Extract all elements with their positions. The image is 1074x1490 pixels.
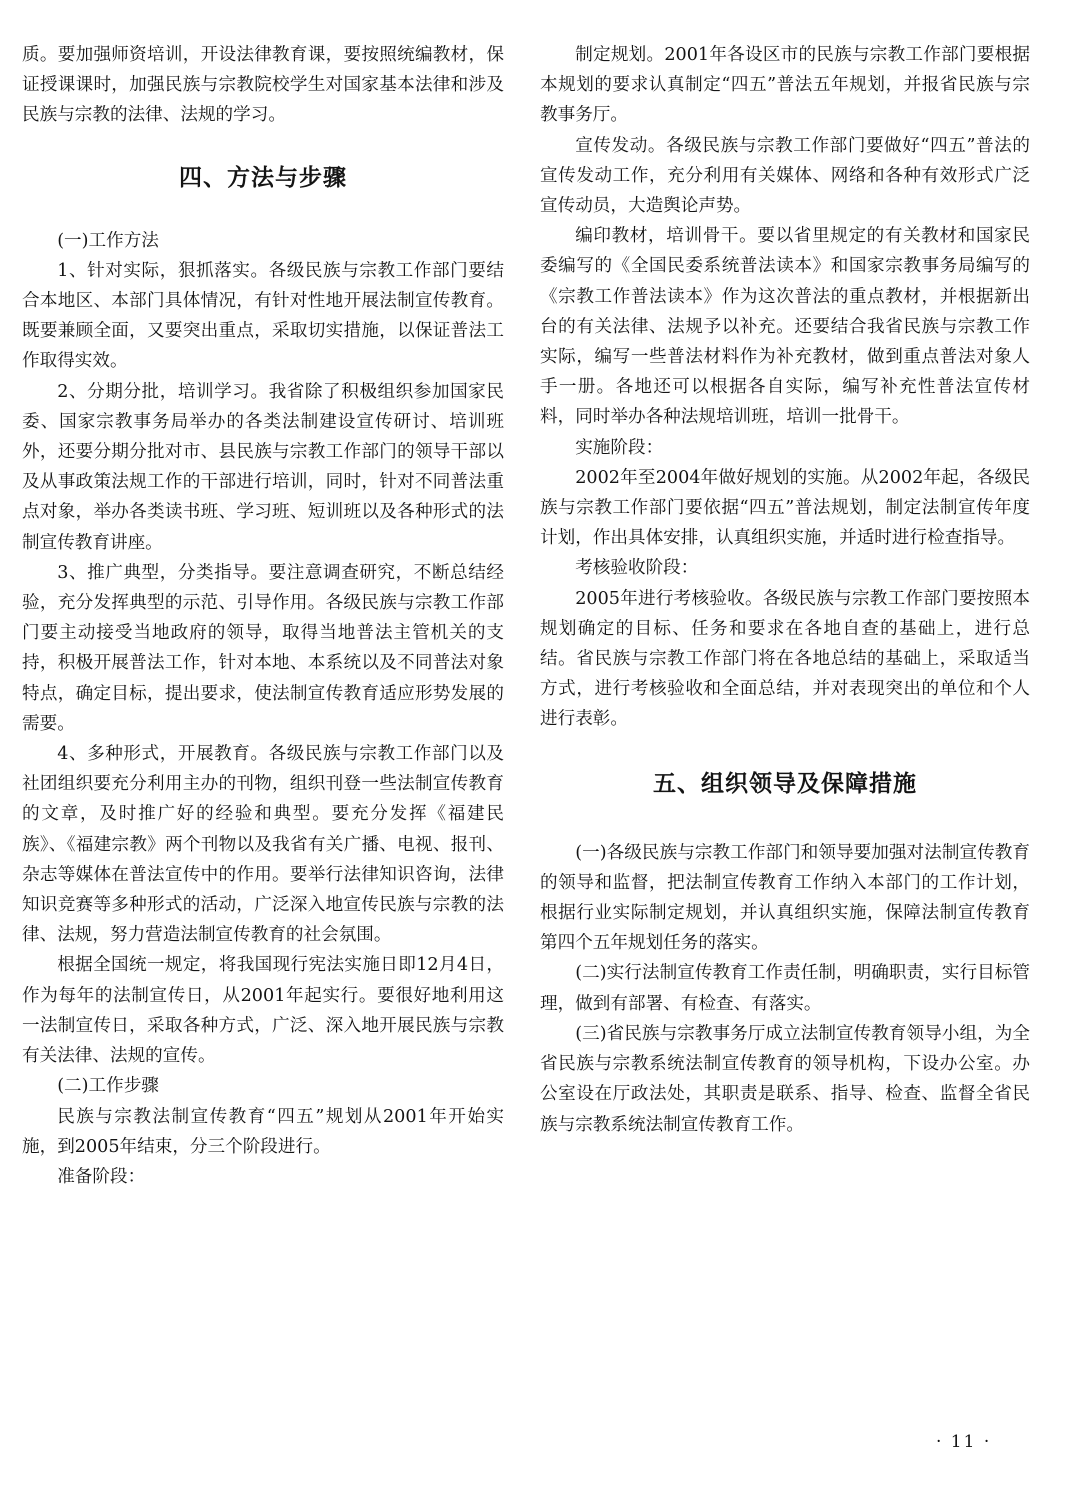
label-assessment-stage: 考核验收阶段： (575, 558, 699, 579)
right-column (540, 40, 1030, 1140)
paragraph-method-4: 4、多种形式，开展教育。各级民族与宗教工作部门以及社团组织要充分利用主办的刊物，组织刊登一些法制宣传教育的文章，及时推广好的经验和典型。要充分发挥《福建民族》、《福建宗教》两个刊物以及我省有关广播、电视、报刊、杂志等媒体在普法宣传中的作用。要举行法律知识咨询，法律知识竞赛等多种形式的活动，广泛深入地宣传民族与宗教的法律、法规，努力营造法制宣传教育的社会氛围。 (22, 744, 504, 946)
page-number: · 11 · (936, 1432, 992, 1452)
paragraph-method-3: 3、推广典型，分类指导。要注意调查研究，不断总结经验，充分发挥典型的示范、引导作用。各级民族与宗教工作部门要主动接受当地政府的领导，取得当地普法主管机关的支持，积极开展普法工作，针对本地、本系统以及不同普法对象特点，确定目标，提出要求，使法制宣传教育适应形势发展的需要。 (22, 562, 504, 734)
subheading-work-methods: (一)工作方法 (57, 230, 159, 251)
paragraph-org-1: (一)各级民族与宗教工作部门和领导要加强对法制宣传教育的领导和监督，把法制宣传教育工作纳入本部门的工作计划，根据行业实际制定规划，并认真组织实施，保障法制宣传教育第四个五年规划任务的落实。 (540, 842, 1030, 954)
paragraph-assessment: 2005年进行考核验收。各级民族与宗教工作部门要按照本规划确定的目标、任务和要求在各地自查的基础上，进行总结。省民族与宗教工作部门将在各地总结的基础上，采取适当方式，进行考核验收和全面总结，并对表现突出的单位和个人进行表彰。 (540, 588, 1030, 730)
subheading-work-steps: (二)工作步骤 (57, 1076, 159, 1097)
section-heading-organization: 五、组织领导及保障措施 (653, 769, 917, 797)
paragraph-publicity: 宣传发动。各级民族与宗教工作部门要做好“四五”普法的宣传发动工作，充分利用有关媒体、网络和各种有效形式广泛宣传动员，大造舆论声势。 (540, 135, 1030, 217)
section-heading-methods-steps: 四、方法与步骤 (179, 163, 347, 191)
paragraph-method-1: 1、针对实际，狠抓落实。各级民族与宗教工作部门要结合本地区、本部门具体情况，有针对性地开展法制宣传教育。既要兼顾全面，又要突出重点，采取切实措施，以保证普法工作取得实效。 (22, 260, 504, 372)
paragraph-org-3: (三)省民族与宗教事务厅成立法制宣传教育领导小组，为全省民族与宗教系统法制宣传教育的领导机构，下设办公室。办公室设在厅政法处，其职责是联系、指导、检查、监督全省民族与宗教系统法制宣传教育工作。 (540, 1023, 1030, 1135)
left-column (22, 40, 504, 1192)
paragraph-steps-overview: 民族与宗教法制宣传教育“四五”规划从2001年开始实施，到2005年结束，分三个阶段进行。 (22, 1106, 504, 1157)
paragraph-org-2: (二)实行法制宣传教育工作责任制，明确职责，实行目标管理，做到有部署、有检查、有落实。 (540, 963, 1030, 1014)
paragraph-legal-day: 根据全国统一规定，将我国现行宪法实施日即12月4日，作为每年的法制宣传日，从2001年起实行。要很好地利用这一法制宣传日，采取各种方式，广泛、深入地开展民族与宗教有关法律、法规的宣传。 (22, 955, 504, 1067)
paragraph-implementation: 2002年至2004年做好规划的实施。从2002年起，各级民族与宗教工作部门要依据“四五”普法规划，制定法制宣传年度计划，作出具体安排，认真组织实施，并适时进行检查指导。 (540, 467, 1030, 549)
paragraph-make-plan: 制定规划。2001年各设区市的民族与宗教工作部门要根据本规划的要求认真制定“四五”普法五年规划，并报省民族与宗教事务厅。 (540, 45, 1030, 126)
label-preparation-stage: 准备阶段： (57, 1166, 146, 1187)
paragraph-intro: 质。要加强师资培训，开设法律教育课，要按照统编教材，保证授课课时，加强民族与宗教院校学生对国家基本法律和涉及民族与宗教的法律、法规的学习。 (22, 45, 504, 126)
paragraph-textbooks-training: 编印教材，培训骨干。要以省里规定的有关教材和国家民委编写的《全国民委系统普法读本》和国家宗教事务局编写的《宗教工作普法读本》作为这次普法的重点教材，并根据新出台的有关法律、法规予以补充。还要结合我省民族与宗教工作实际，编写一些普法材料作为补充教材，做到重点普法对象人手一册。各地还可以根据各自实际，编写补充性普法宣传材料，同时举办各种法规培训班，培训一批骨干。 (540, 226, 1030, 428)
paragraph-method-2: 2、分期分批，培训学习。我省除了积极组织参加国家民委、国家宗教事务局举办的各类法制建设宣传研讨、培训班外，还要分期分批对市、县民族与宗教工作部门的领导干部以及从事政策法规工作的干部进行培训，同时，针对不同普法重点对象，举办各类读书班、学习班、短训班以及各种形式的法制宣传教育讲座。 (22, 381, 504, 553)
label-implementation-stage: 实施阶段： (575, 437, 664, 458)
